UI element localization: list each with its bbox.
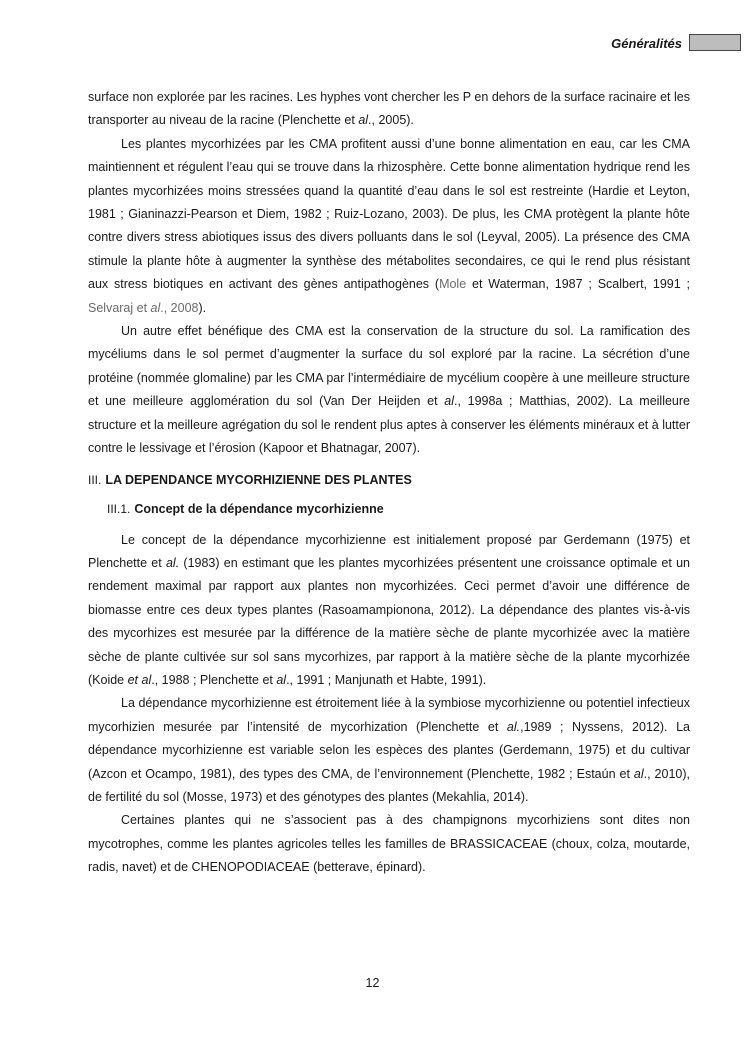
paragraph-4: Le concept de la dépendance mycorhizienne est initialement proposé par Gerdemann (1975) et Plenchette et al. (1983) en estimant que les plantes mycorhizées présentent une croissance optimale et un rendement maximal par rapport aux plantes non mycorhizées. Ceci permet d’avoir une différence de biomasse entre ces deux types plantes (Rasoamampionona, 2012). La dépendance des plantes vis-à-vis des mycorhizes est mesurée par la différence de la matière sèche de plante mycorhizée avec la matière sèche de plante cultivée sur sol sans mycorhizes, par rapport à la matière sèche de la plante mycorhizée (Koide et al., 1988 ; Plenchette et al., 1991 ; Manjunath et Habte, 1991). bbox=[88, 532, 690, 687]
paragraph-6: Certaines plantes qui ne s’associent pas à des champignons mycorhiziens sont dites non mycotrophes, comme les plantes agricoles telles les familles de BRASSICACEAE (choux, colza, moutarde, radis, navet) et de CHENOPODIACEAE (betterave, épinard). bbox=[88, 813, 690, 875]
paragraph-3: Un autre effet bénéfique des CMA est la conservation de la structure du sol. La ramification des mycéliums dans le sol permet d’augmenter la surface du sol exploré par la racine. La sécrétion d’une protéine (nommée glomaline) par les CMA par l’intermédiaire de mycélium coopère à une meilleure structure et une meilleure agglomération du sol (Van Der Heijden et al., 1998a ; Matthias, 2002). La meilleure structure et la meilleure agrégation du sol le rendent plus aptes à conserver les éléments minéraux et à lutter contre le lessivage et l’érosion (Kapoor et Bhatnagar, 2007). bbox=[88, 324, 690, 456]
document-body bbox=[88, 86, 690, 880]
paragraph-1: surface non explorée par les racines. Les hyphes vont chercher les P en dehors de la surface racinaire et les transporter au niveau de la racine (Plenchette et al., 2005). bbox=[88, 90, 690, 128]
subsection-number: III.1. bbox=[107, 501, 131, 516]
page-header-title: Généralités bbox=[611, 36, 682, 51]
section-number: III. bbox=[88, 472, 102, 487]
subsection-title: Concept de la dépendance mycorhizienne bbox=[134, 501, 384, 516]
header-decoration-box bbox=[689, 34, 741, 51]
section-title: LA DEPENDANCE MYCORHIZIENNE DES PLANTES bbox=[105, 472, 412, 487]
paragraph-2: Les plantes mycorhizées par les CMA profitent aussi d’une bonne alimentation en eau, car les CMA maintiennent et régulent l’eau qui se trouve dans la rhizosphère. Cette bonne alimentation hydrique rend les plantes mycorhizées moins stressées quand la quantité d’eau dans le sol est restreinte (Hardie et Leyton, 1981 ; Gianinazzi-Pearson et Diem, 1982 ; Ruiz-Lozano, 2003). De plus, les CMA protègent la plante hôte contre divers stress abiotiques issus des divers polluants dans le sol (Leyval, 2005). La présence des CMA stimule la plante hôte à augmenter la synthèse des métabolites secondaires, ce qui le rend plus résistant aux stress biotiques en activant des gènes antipathogènes (Mole et Waterman, 1987 ; Scalbert, 1991 ; Selvaraj et al., 2008). bbox=[88, 136, 690, 315]
subsection-heading bbox=[107, 498, 690, 521]
page-number: 12 bbox=[365, 976, 380, 990]
paragraph-5: La dépendance mycorhizienne est étroitement liée à la symbiose mycorhizienne ou potentiel infectieux mycorhizien mesurée par l’intensité de mycorhization (Plenchette et al.,1989 ; Nyssens, 2012). La dépendance mycorhizienne est variable selon les espèces des plantes (Gerdemann, 1975) et du cultivar (Azcon et Ocampo, 1981), des types des CMA, de l’environnement (Plenchette, 1982 ; Estaún et al., 2010), de fertilité du sol (Mosse, 1973) et des génotypes des plantes (Mekahlia, 2014). bbox=[88, 696, 690, 804]
section-heading bbox=[88, 469, 690, 492]
